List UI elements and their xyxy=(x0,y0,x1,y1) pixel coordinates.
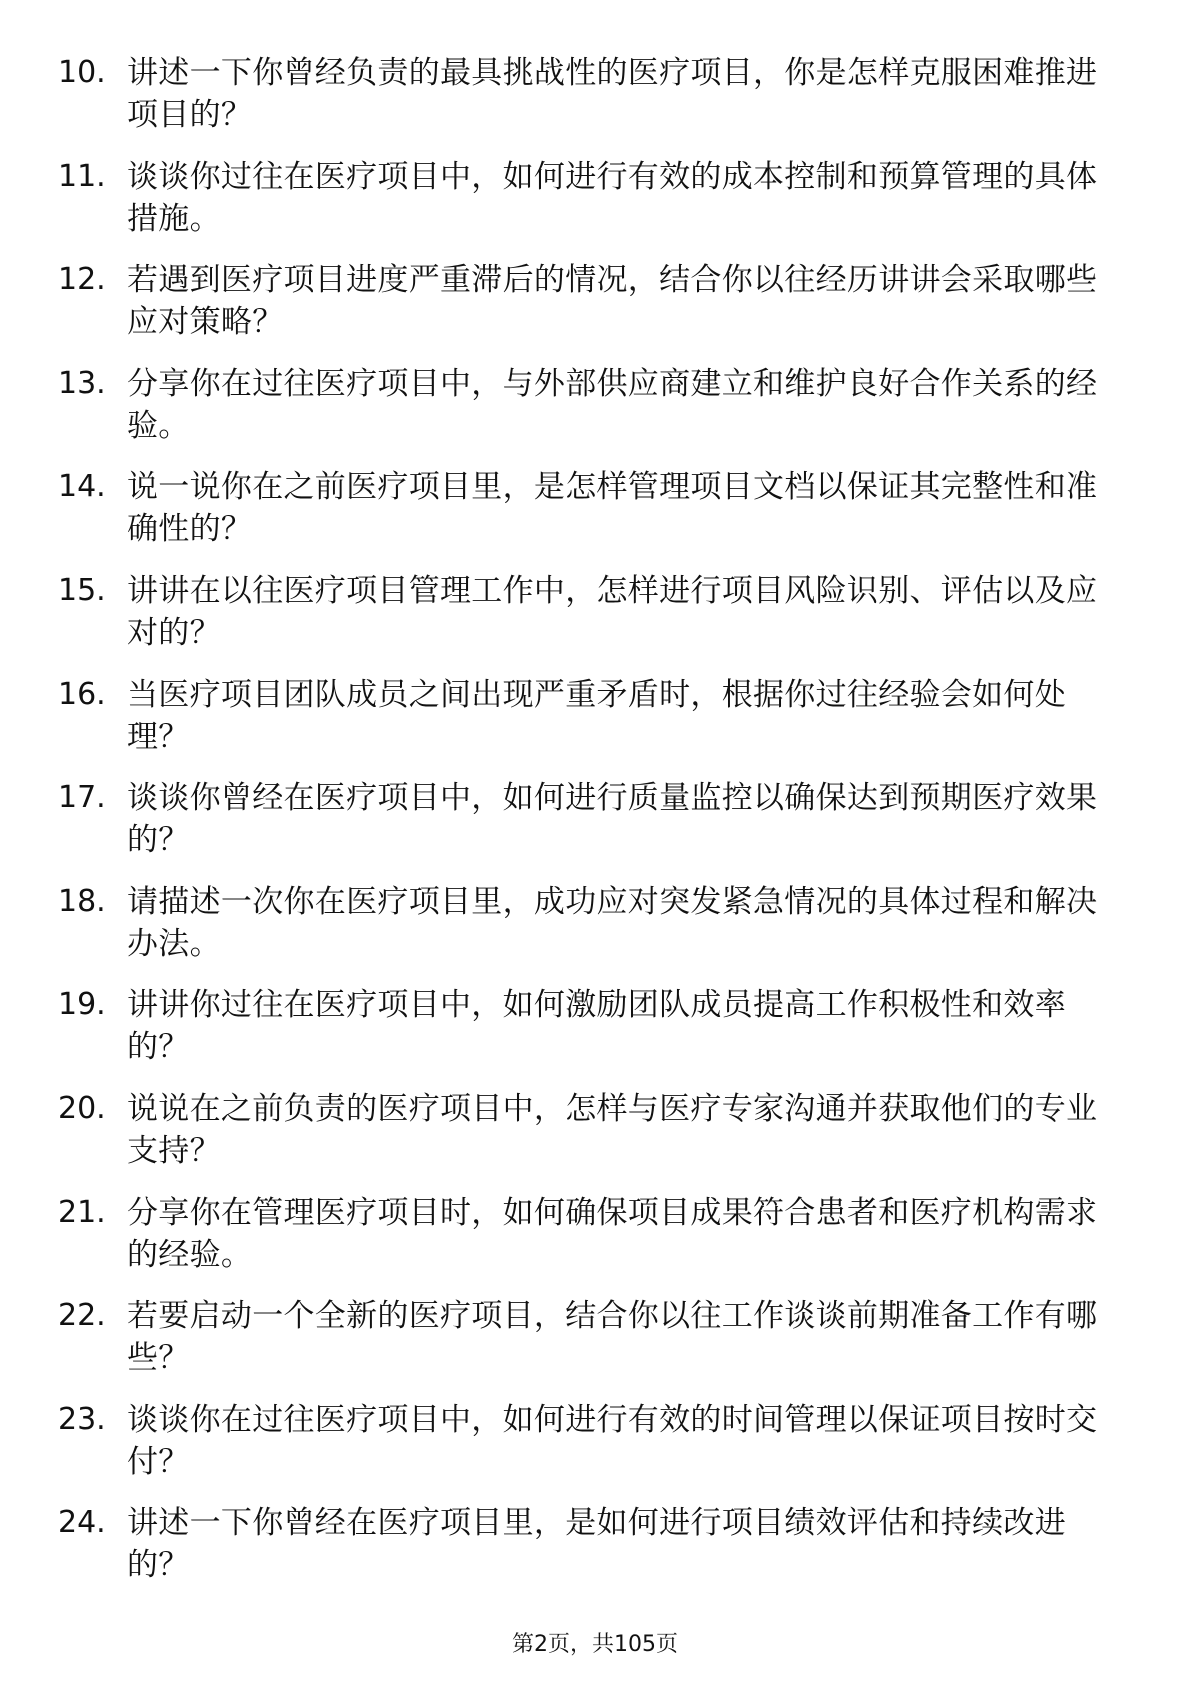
question-number: 22. xyxy=(58,1298,106,1334)
list-item xyxy=(0,1502,1190,1606)
question-number: 19. xyxy=(58,987,106,1023)
question-text: 讲述一下你曾经在医疗项目里，是如何进行项目绩效评估和持续改进的？ xyxy=(127,1505,1066,1584)
question-number: 24. xyxy=(58,1505,106,1541)
list-item xyxy=(0,777,1190,881)
list-item xyxy=(0,674,1190,778)
list-item xyxy=(0,1295,1190,1399)
question-number: 13. xyxy=(58,365,106,401)
question-number: 15. xyxy=(58,572,106,608)
question-text: 讲讲你过往在医疗项目中，如何激励团队成员提高工作积极性和效率的？ xyxy=(127,987,1066,1066)
question-text: 当医疗项目团队成员之间出现严重矛盾时，根据你过往经验会如何处理？ xyxy=(127,676,1066,755)
question-text: 谈谈你曾经在医疗项目中，如何进行质量监控以确保达到预期医疗效果的？ xyxy=(127,780,1098,859)
question-number: 21. xyxy=(58,1194,106,1230)
question-text: 若遇到医疗项目进度严重滞后的情况，结合你以往经历讲讲会采取哪些应对策略？ xyxy=(127,262,1098,341)
question-text: 说说在之前负责的医疗项目中，怎样与医疗专家沟通并获取他们的专业支持？ xyxy=(127,1090,1098,1169)
list-item xyxy=(0,363,1190,467)
question-text: 分享你在过往医疗项目中，与外部供应商建立和维护良好合作关系的经验。 xyxy=(127,365,1098,444)
question-text: 谈谈你过往在医疗项目中，如何进行有效的成本控制和预算管理的具体措施。 xyxy=(127,158,1098,237)
list-item xyxy=(0,881,1190,985)
list-item xyxy=(0,570,1190,674)
list-item xyxy=(0,156,1190,260)
question-text: 谈谈你在过往医疗项目中，如何进行有效的时间管理以保证项目按时交付？ xyxy=(127,1401,1098,1480)
question-number: 20. xyxy=(58,1090,106,1126)
question-number: 12. xyxy=(58,262,106,298)
list-item xyxy=(0,1192,1190,1296)
question-text: 分享你在管理医疗项目时，如何确保项目成果符合患者和医疗机构需求的经验。 xyxy=(127,1194,1098,1273)
list-item xyxy=(0,984,1190,1088)
list-item xyxy=(0,1088,1190,1192)
list-item xyxy=(0,52,1190,156)
question-number: 10. xyxy=(58,55,106,90)
question-text: 讲讲在以往医疗项目管理工作中，怎样进行项目风险识别、评估以及应对的？ xyxy=(127,572,1098,651)
question-text: 请描述一次你在医疗项目里，成功应对突发紧急情况的具体过程和解决办法。 xyxy=(127,883,1098,962)
page-footer: 第2页，共105页 xyxy=(512,1632,678,1657)
question-number: 18. xyxy=(58,883,106,919)
question-text: 讲述一下你曾经负责的最具挑战性的医疗项目，你是怎样克服困难推进项目的？ xyxy=(127,55,1098,133)
question-number: 11. xyxy=(58,158,106,194)
question-number: 14. xyxy=(58,469,106,505)
question-text: 若要启动一个全新的医疗项目，结合你以往工作谈谈前期准备工作有哪些？ xyxy=(127,1298,1098,1377)
question-text: 说一说你在之前医疗项目里，是怎样管理项目文档以保证其完整性和准确性的？ xyxy=(127,469,1098,548)
question-list xyxy=(0,52,1190,1606)
question-number: 23. xyxy=(58,1401,106,1437)
list-item xyxy=(0,1399,1190,1503)
list-item xyxy=(0,259,1190,363)
list-item xyxy=(0,466,1190,570)
question-number: 16. xyxy=(58,676,106,712)
question-number: 17. xyxy=(58,780,106,816)
